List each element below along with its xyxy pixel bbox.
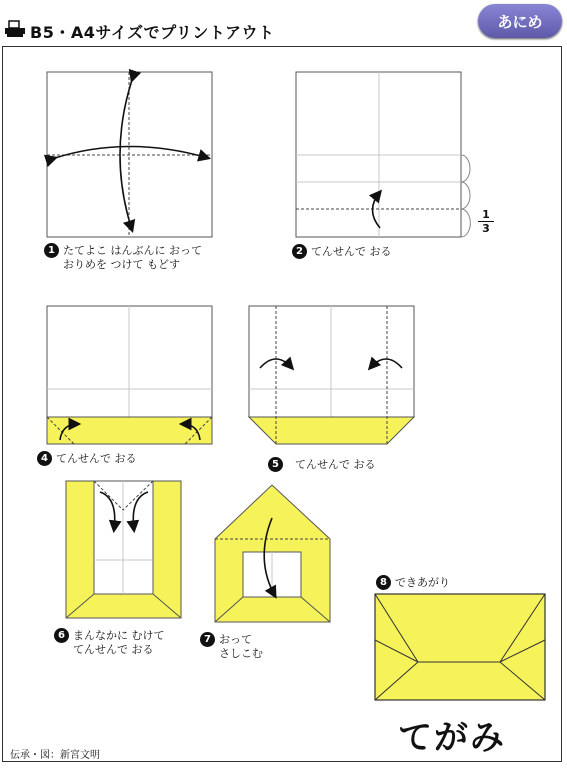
step-4-caption <box>37 451 137 466</box>
step-number: 1 <box>44 243 59 258</box>
step5-diagram <box>249 306 414 444</box>
step-5-caption <box>268 457 376 472</box>
step2-diagram <box>296 72 470 237</box>
fraction-denominator: 3 <box>478 221 494 235</box>
step8-diagram <box>375 594 545 700</box>
step-text: てんせんで おる <box>311 245 392 258</box>
step-number: 5 <box>268 457 283 472</box>
anime-badge-button[interactable]: あにめ <box>478 4 562 38</box>
step-text: まんなかに むけて <box>73 629 165 642</box>
step-number: 2 <box>292 244 307 259</box>
step-text: たてよこ はんぶんに おって <box>63 244 202 257</box>
step1-diagram <box>47 72 212 237</box>
step4-diagram <box>47 306 212 444</box>
step-number: 8 <box>376 575 391 590</box>
result-title: てがみ <box>398 718 506 758</box>
step-7-caption <box>200 632 263 660</box>
step-6-caption <box>54 628 165 656</box>
step-number: 4 <box>37 451 52 466</box>
fraction-numerator: 1 <box>482 208 490 221</box>
step-text: てんせんで おる <box>56 452 137 465</box>
step-1-caption <box>44 243 202 271</box>
step-text-2: てんせんで おる <box>73 643 154 656</box>
step-text: おって <box>219 633 252 646</box>
step-number: 7 <box>200 632 215 647</box>
step7-diagram <box>215 485 330 622</box>
page-title: B5・A4サイズでプリントアウト <box>30 23 275 42</box>
step-text-2: おりめを つけて もどす <box>63 258 180 271</box>
credit-text: 伝承・図：新宮文明 <box>10 750 100 761</box>
one-third-label <box>478 208 494 235</box>
step-8-caption <box>376 575 450 590</box>
step-text: できあがり <box>395 576 450 589</box>
step-2-caption <box>292 244 392 259</box>
step-number: 6 <box>54 628 69 643</box>
step-text-2: さしこむ <box>219 647 263 660</box>
step6-diagram <box>66 481 181 618</box>
step-text: てんせんで おる <box>295 458 376 471</box>
